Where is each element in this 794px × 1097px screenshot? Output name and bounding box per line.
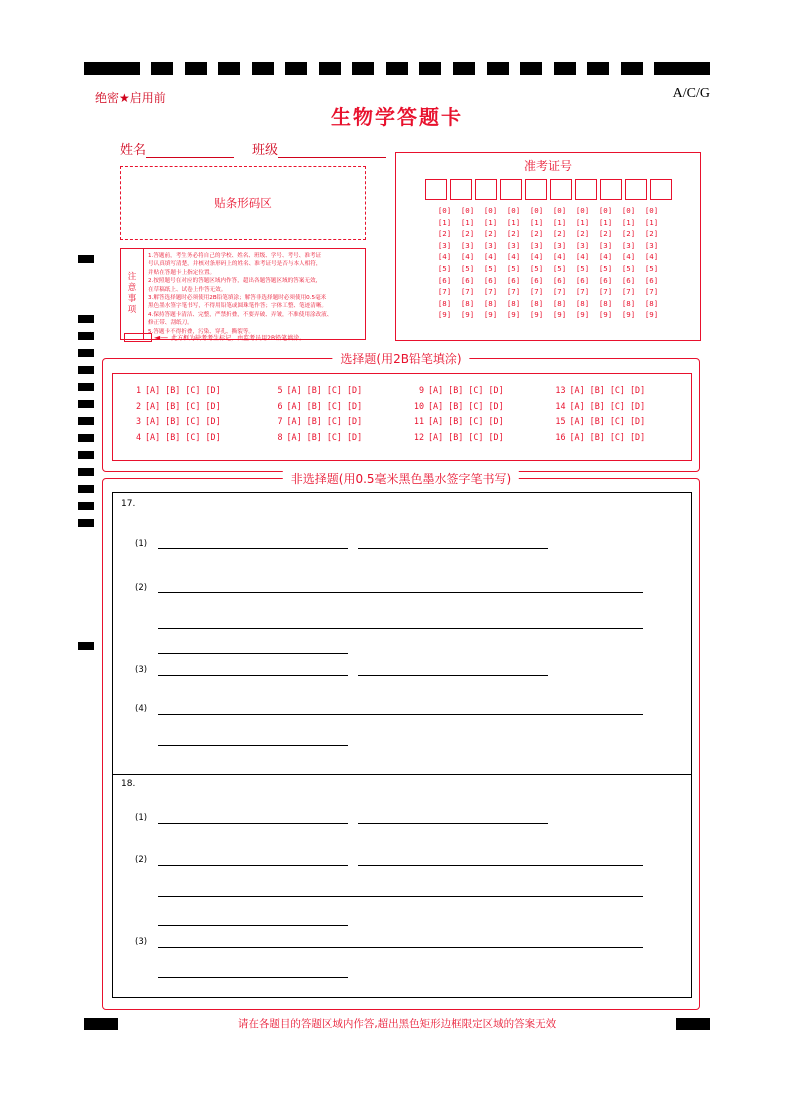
bubble[interactable]: [2] — [529, 229, 544, 239]
bubble[interactable]: [3] — [437, 240, 452, 250]
bubble[interactable]: [4] — [437, 252, 452, 262]
bubble[interactable]: [3] — [552, 240, 567, 250]
question-number: 8 — [277, 431, 283, 442]
bubble[interactable]: [2] — [598, 229, 613, 239]
bubble[interactable]: [5] — [575, 263, 590, 273]
choice-options[interactable]: [A] [B] [C] [D] — [145, 385, 221, 395]
answer-line[interactable] — [358, 823, 548, 824]
choice-options[interactable]: [A] [B] [C] [D] — [428, 400, 504, 411]
bubble[interactable]: [7] — [460, 287, 475, 297]
bubble[interactable]: [9] — [460, 310, 475, 320]
timing-mark — [453, 62, 475, 75]
bubble[interactable]: [8] — [529, 298, 544, 308]
bubble-row[interactable] — [405, 241, 691, 253]
bubble[interactable]: [7] — [598, 287, 613, 297]
bubble[interactable]: [9] — [644, 310, 659, 320]
bubble[interactable]: [9] — [621, 310, 636, 320]
exam-number-box — [395, 152, 701, 341]
nonchoice-answer-area[interactable] — [112, 492, 692, 998]
question-number: 7 — [277, 416, 283, 426]
notes-line: 并贴在答题卡上指定位置。 — [148, 269, 216, 276]
exam-number-bubble-grid[interactable] — [396, 206, 700, 322]
timing-mark — [352, 62, 374, 75]
timing-mark — [520, 62, 542, 75]
bubble[interactable]: [4] — [460, 252, 475, 262]
exam-number-cell[interactable] — [525, 179, 547, 200]
timing-mark — [252, 62, 274, 75]
sub-label-18-3: (3) — [135, 937, 148, 947]
question-divider — [113, 774, 691, 775]
bubble[interactable]: [5] — [506, 263, 521, 273]
choice-options[interactable]: [A] [B] [C] [D] — [145, 431, 221, 442]
bubble[interactable]: [2] — [437, 229, 452, 239]
bubble[interactable]: [0] — [529, 206, 544, 215]
choice-options[interactable]: [A] [B] [C] [D] — [569, 400, 646, 411]
bubble[interactable]: [1] — [552, 217, 567, 227]
choice-grid[interactable] — [112, 373, 692, 461]
bubble[interactable]: [3] — [460, 240, 475, 250]
timing-marks-left — [78, 255, 94, 659]
bubble[interactable]: [0] — [460, 206, 475, 215]
answer-line[interactable] — [158, 865, 348, 866]
bubble[interactable]: [0] — [644, 206, 659, 215]
question-number: 16 — [555, 431, 566, 442]
answer-line[interactable] — [158, 675, 348, 676]
bubble[interactable]: [5] — [552, 263, 567, 273]
exam-number-cell[interactable] — [650, 179, 672, 200]
choice-row[interactable] — [550, 432, 692, 448]
choice-options[interactable]: [A] [B] [C] [D] — [428, 385, 504, 395]
bubble[interactable]: [9] — [483, 310, 498, 320]
bubble[interactable]: [4] — [506, 252, 521, 262]
bubble[interactable]: [0] — [575, 206, 590, 215]
absent-mark-row — [124, 333, 305, 342]
question-number: 14 — [555, 400, 566, 411]
choice-row[interactable] — [267, 401, 409, 417]
notes-line: 号认真填写清楚，并核对条形码上的姓名、准考证号是否与本人相符， — [148, 261, 322, 268]
answer-line[interactable] — [158, 745, 348, 746]
paper-code: A/C/G — [672, 86, 710, 101]
choice-row[interactable] — [550, 416, 692, 432]
choice-row[interactable] — [408, 432, 550, 448]
bubble[interactable]: [1] — [644, 217, 659, 227]
bubble[interactable]: [7] — [552, 287, 567, 297]
choice-section — [102, 352, 700, 472]
bubble[interactable]: [6] — [529, 275, 544, 285]
bubble[interactable]: [8] — [483, 298, 498, 308]
bubble[interactable]: [4] — [552, 252, 567, 262]
timing-mark — [386, 62, 408, 75]
choice-row[interactable] — [125, 385, 267, 401]
bubble[interactable]: [6] — [621, 275, 636, 285]
choice-options[interactable]: [A] [B] [C] [D] — [286, 400, 363, 411]
bubble[interactable]: [4] — [621, 252, 636, 262]
answer-line[interactable] — [358, 675, 548, 676]
timing-mark — [654, 62, 676, 75]
exam-number-cells[interactable] — [396, 179, 700, 200]
timing-mark — [285, 62, 307, 75]
bubble[interactable]: [3] — [575, 240, 590, 250]
notes-line: 修正带、刮纸刀。 — [148, 320, 193, 327]
secret-label: 绝密★启用前 — [95, 91, 166, 105]
bubble[interactable]: [0] — [552, 206, 567, 215]
choice-row[interactable] — [125, 401, 267, 417]
bubble[interactable]: [3] — [621, 240, 636, 250]
bubble[interactable]: [7] — [575, 287, 590, 297]
identity-row — [120, 139, 386, 158]
question-number: 3 — [135, 416, 141, 426]
bubble[interactable]: [7] — [644, 287, 659, 297]
choice-row[interactable] — [408, 416, 550, 432]
bubble-row[interactable] — [405, 276, 691, 288]
exam-number-cell[interactable] — [475, 179, 497, 200]
bubble[interactable]: [2] — [575, 229, 590, 239]
choice-row[interactable] — [408, 401, 550, 417]
bubble[interactable]: [6] — [437, 275, 452, 285]
bubble[interactable]: [0] — [437, 206, 452, 215]
notes-line: 5.答题卡不得折叠，污染、穿孔、撕裂等。 — [148, 328, 255, 335]
bubble[interactable]: [1] — [529, 217, 544, 227]
bubble[interactable]: [2] — [644, 229, 659, 239]
notes-line: 在草稿纸上、试卷上作答无效。 — [148, 286, 227, 293]
bubble-row[interactable] — [405, 206, 691, 218]
bubble[interactable]: [8] — [621, 298, 636, 308]
nonchoice-section-title: 非选择题(用0.5毫米黑色墨水签字笔书写) — [283, 470, 519, 487]
choice-row[interactable] — [550, 385, 692, 401]
bubble[interactable]: [1] — [437, 217, 452, 227]
bubble[interactable]: [9] — [437, 310, 452, 320]
choice-row[interactable] — [550, 401, 692, 417]
corner-mark-top-left — [84, 62, 118, 75]
notes-box — [120, 248, 366, 340]
answer-line[interactable] — [158, 823, 348, 824]
bubble[interactable]: [9] — [529, 310, 544, 320]
bubble[interactable]: [4] — [598, 252, 613, 262]
bubble[interactable]: [7] — [437, 287, 452, 297]
question-number: 4 — [135, 431, 141, 442]
exam-number-cell[interactable] — [550, 179, 572, 200]
timing-mark — [185, 62, 207, 75]
exam-number-cell[interactable] — [500, 179, 522, 200]
bubble[interactable]: [6] — [598, 275, 613, 285]
bubble-row[interactable] — [405, 252, 691, 264]
bubble[interactable]: [5] — [460, 263, 475, 273]
question-number: 15 — [555, 416, 566, 426]
timing-mark — [587, 62, 609, 75]
question-number: 2 — [135, 400, 141, 411]
sub-label-17-3: (3) — [135, 665, 148, 675]
bubble[interactable]: [5] — [644, 263, 659, 273]
answer-line[interactable] — [158, 947, 643, 948]
choice-options[interactable]: [A] [B] [C] [D] — [145, 400, 221, 411]
bubble[interactable]: [1] — [483, 217, 498, 227]
question-number: 10 — [413, 400, 424, 411]
notes-line: 1.答题前，考生务必将自己的学校、姓名、班级、学号、考号、准考证 — [148, 253, 322, 259]
choice-row[interactable] — [267, 416, 409, 432]
name-label: 姓名 — [120, 143, 147, 158]
bubble[interactable]: [6] — [575, 275, 590, 285]
class-input[interactable] — [278, 143, 386, 158]
corner-mark-top-right — [676, 62, 710, 75]
bubble-row[interactable] — [405, 299, 691, 311]
timing-mark — [118, 62, 140, 75]
bubble[interactable]: [1] — [621, 217, 636, 227]
question-number: 9 — [418, 385, 424, 395]
bubble[interactable]: [5] — [483, 263, 498, 273]
bubble[interactable]: [0] — [506, 206, 521, 215]
question-number: 13 — [555, 385, 566, 395]
bubble[interactable]: [3] — [644, 240, 659, 250]
question-number: 12 — [413, 431, 424, 442]
bubble-row[interactable] — [405, 310, 691, 322]
sub-label-17-2: (2) — [135, 583, 148, 593]
notes-line: 4.保持答题卡清洁、完整，严禁折叠，不要弄破、弄皱，不准使用涂改液、 — [148, 311, 333, 318]
bubble[interactable]: [8] — [598, 298, 613, 308]
bubble[interactable]: [8] — [506, 298, 521, 308]
notes-title: 注 意 事 项 — [121, 249, 144, 339]
absent-mark-box[interactable] — [124, 333, 152, 342]
bubble[interactable]: [3] — [598, 240, 613, 250]
sub-label-17-1: (1) — [135, 539, 148, 549]
choice-row[interactable] — [408, 385, 550, 401]
barcode-area[interactable] — [120, 166, 366, 240]
bubble[interactable]: [4] — [483, 252, 498, 262]
bubble[interactable]: [6] — [460, 275, 475, 285]
choice-column[interactable] — [267, 385, 409, 447]
bubble[interactable]: [8] — [460, 298, 475, 308]
bubble[interactable]: [7] — [483, 287, 498, 297]
bubble[interactable]: [6] — [483, 275, 498, 285]
bubble[interactable]: [2] — [506, 229, 521, 239]
choice-options[interactable]: [A] [B] [C] [D] — [428, 431, 504, 442]
timing-mark — [487, 62, 509, 75]
sub-label-18-2: (2) — [135, 855, 148, 865]
question-number-17: 17. — [121, 499, 136, 509]
bubble[interactable]: [1] — [575, 217, 590, 227]
bubble[interactable]: [9] — [598, 310, 613, 320]
choice-row[interactable] — [125, 432, 267, 448]
timing-marks-top — [84, 62, 710, 75]
question-number: 1 — [135, 385, 141, 395]
choice-options[interactable]: [A] [B] [C] [D] — [286, 431, 363, 442]
choice-options[interactable]: [A] [B] [C] [D] — [569, 385, 646, 395]
bubble-row[interactable] — [405, 218, 691, 230]
bubble[interactable]: [5] — [437, 263, 452, 273]
bubble[interactable]: [2] — [483, 229, 498, 239]
bubble[interactable]: [0] — [598, 206, 613, 215]
choice-row[interactable] — [267, 385, 409, 401]
bubble[interactable]: [1] — [598, 217, 613, 227]
bubble[interactable]: [9] — [552, 310, 567, 320]
bubble[interactable]: [3] — [506, 240, 521, 250]
exam-number-cell[interactable] — [450, 179, 472, 200]
bubble[interactable]: [5] — [598, 263, 613, 273]
bubble[interactable]: [9] — [506, 310, 521, 320]
notes-line: 3.解答选择题时必须使用2B铅笔填涂；解答非选择题时必须使用0.5毫米 — [148, 295, 327, 302]
choice-options[interactable]: [A] [B] [C] [D] — [428, 416, 504, 426]
choice-column[interactable] — [550, 385, 692, 447]
class-label: 班级 — [252, 143, 279, 158]
nonchoice-section — [102, 472, 700, 1010]
bubble[interactable]: [0] — [483, 206, 498, 215]
sub-label-18-1: (1) — [135, 813, 148, 823]
choice-column[interactable] — [408, 385, 550, 447]
bubble[interactable]: [6] — [644, 275, 659, 285]
answer-line[interactable] — [158, 628, 643, 629]
exam-number-title: 准考证号 — [523, 159, 572, 173]
bubble[interactable]: [5] — [621, 263, 636, 273]
timing-mark — [218, 62, 240, 75]
answer-line[interactable] — [158, 925, 348, 926]
choice-options[interactable]: [A] [B] [C] [D] — [569, 431, 646, 442]
choice-row[interactable] — [125, 416, 267, 432]
choice-options[interactable]: [A] [B] [C] [D] — [286, 416, 363, 426]
bubble[interactable]: [3] — [483, 240, 498, 250]
bubble[interactable]: [7] — [529, 287, 544, 297]
choice-options[interactable]: [A] [B] [C] [D] — [569, 416, 646, 426]
bubble[interactable]: [2] — [621, 229, 636, 239]
barcode-label: 贴条形码区 — [214, 196, 272, 210]
bubble[interactable]: [4] — [644, 252, 659, 262]
bubble[interactable]: [6] — [506, 275, 521, 285]
question-number-18: 18. — [121, 779, 136, 789]
bubble-row[interactable] — [405, 229, 691, 241]
question-number: 5 — [277, 385, 283, 395]
bubble[interactable]: [3] — [529, 240, 544, 250]
exam-number-cell[interactable] — [425, 179, 447, 200]
notes-body — [144, 249, 365, 339]
bubble[interactable]: [4] — [575, 252, 590, 262]
bubble-row[interactable] — [405, 264, 691, 276]
timing-mark — [621, 62, 643, 75]
choice-section-title: 选择题(用2B铅笔填涂) — [332, 350, 469, 367]
bubble[interactable]: [1] — [506, 217, 521, 227]
bubble[interactable]: [0] — [621, 206, 636, 215]
bubble[interactable]: [4] — [529, 252, 544, 262]
answer-line[interactable] — [358, 865, 643, 866]
bubble[interactable]: [9] — [575, 310, 590, 320]
bubble[interactable]: [2] — [552, 229, 567, 239]
answer-line[interactable] — [158, 896, 643, 897]
bubble[interactable]: [8] — [644, 298, 659, 308]
choice-options[interactable]: [A] [B] [C] [D] — [286, 385, 363, 395]
choice-row[interactable] — [267, 432, 409, 448]
bubble[interactable]: [5] — [529, 263, 544, 273]
bubble-row[interactable] — [405, 287, 691, 299]
answer-line[interactable] — [358, 548, 548, 549]
exam-number-cell[interactable] — [625, 179, 647, 200]
notes-line: 2.按照题号在对应的答题区域内作答，超出各题答题区域的答案无效， — [148, 278, 322, 285]
exam-number-cell[interactable] — [600, 179, 622, 200]
answer-line[interactable] — [158, 714, 643, 715]
timing-mark — [319, 62, 341, 75]
name-input[interactable] — [146, 143, 234, 158]
bubble[interactable]: [8] — [552, 298, 567, 308]
choice-options[interactable]: [A] [B] [C] [D] — [145, 416, 221, 426]
exam-number-cell[interactable] — [575, 179, 597, 200]
absent-mark-note: 此方框为缺考考生标记，由监考员用2B铅笔填涂。 — [171, 335, 306, 342]
timing-mark — [554, 62, 576, 75]
question-number: 11 — [413, 416, 424, 426]
bubble[interactable]: [8] — [437, 298, 452, 308]
timing-mark — [151, 62, 173, 75]
answer-line[interactable] — [158, 592, 643, 593]
footer-warning: 请在各题目的答题区域内作答,超出黑色矩形边框限定区域的答案无效 — [237, 1018, 557, 1030]
answer-line[interactable] — [158, 977, 348, 978]
sub-label-17-4: (4) — [135, 704, 148, 714]
notes-line: 黑色墨水签字笔书写，不得用铅笔或圆珠笔作答；字体工整、笔迹清晰。 — [148, 303, 328, 310]
bubble[interactable]: [8] — [575, 298, 590, 308]
arrow-icon: ◄— — [154, 333, 169, 342]
bubble[interactable]: [2] — [460, 229, 475, 239]
answer-line[interactable] — [158, 653, 348, 654]
timing-mark — [419, 62, 441, 75]
bubble[interactable]: [6] — [552, 275, 567, 285]
bubble[interactable]: [7] — [621, 287, 636, 297]
bubble[interactable]: [7] — [506, 287, 521, 297]
answer-line[interactable] — [158, 548, 348, 549]
bubble[interactable]: [1] — [460, 217, 475, 227]
page-title: 生物学答题卡 — [331, 105, 463, 129]
question-number: 6 — [277, 400, 283, 411]
choice-column[interactable] — [125, 385, 267, 447]
